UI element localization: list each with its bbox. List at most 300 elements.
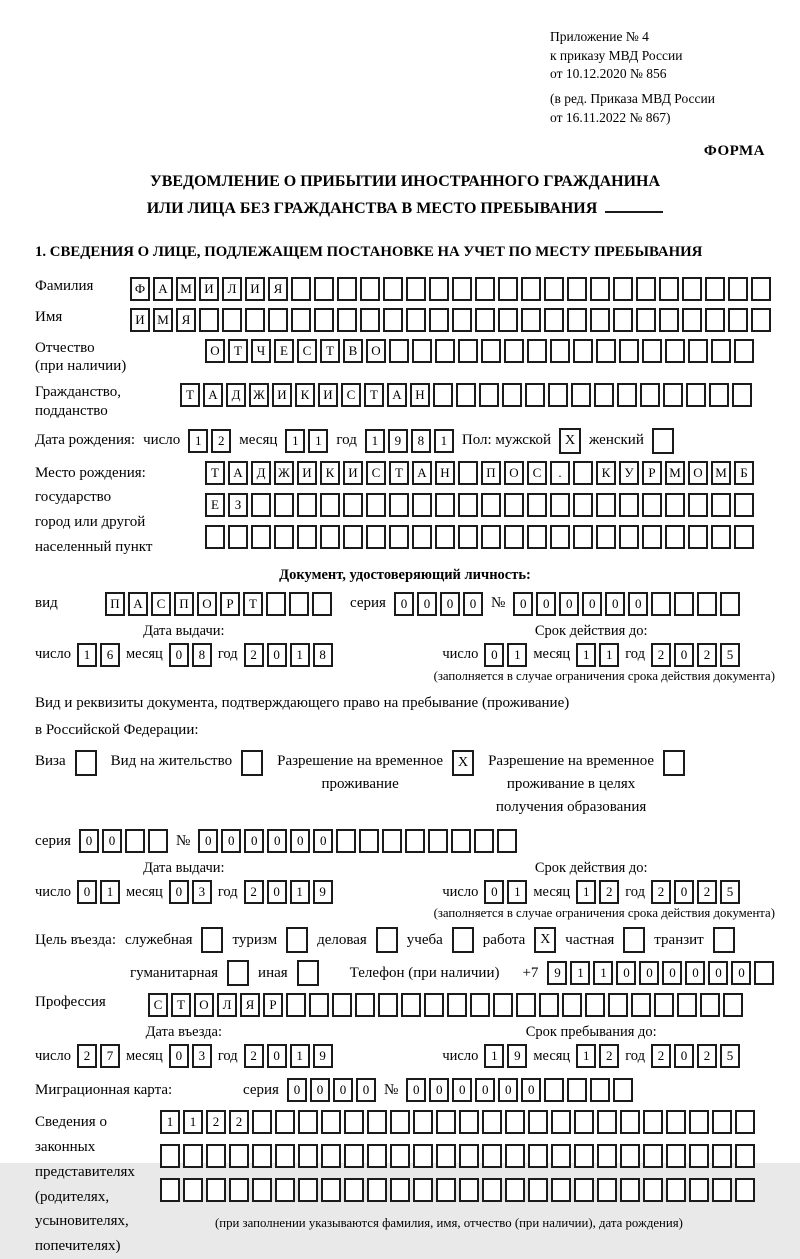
- char-box[interactable]: [482, 1110, 502, 1134]
- char-box[interactable]: [640, 383, 660, 407]
- char-box[interactable]: [528, 1144, 548, 1168]
- char-box[interactable]: 2: [244, 880, 264, 904]
- char-box[interactable]: 3: [192, 880, 212, 904]
- char-box[interactable]: 9: [507, 1044, 527, 1068]
- char-box[interactable]: [355, 993, 375, 1017]
- char-box[interactable]: 2: [697, 1044, 717, 1068]
- char-box[interactable]: И: [245, 277, 265, 301]
- char-box[interactable]: С: [366, 461, 386, 485]
- char-box[interactable]: [651, 592, 671, 616]
- char-box[interactable]: [751, 277, 771, 301]
- char-box[interactable]: [712, 1178, 732, 1202]
- char-box[interactable]: 8: [192, 643, 212, 667]
- char-box[interactable]: К: [320, 461, 340, 485]
- char-box[interactable]: [665, 493, 685, 517]
- char-box[interactable]: 0: [521, 1078, 541, 1102]
- char-box[interactable]: [613, 308, 633, 332]
- char-box[interactable]: 1: [576, 643, 596, 667]
- char-box[interactable]: [367, 1144, 387, 1168]
- char-box[interactable]: [378, 993, 398, 1017]
- char-box[interactable]: 0: [475, 1078, 495, 1102]
- char-box[interactable]: [251, 493, 271, 517]
- char-box[interactable]: [497, 829, 517, 853]
- char-box[interactable]: [297, 493, 317, 517]
- char-box[interactable]: С: [527, 461, 547, 485]
- char-box[interactable]: [298, 1144, 318, 1168]
- char-box[interactable]: [505, 1178, 525, 1202]
- char-box[interactable]: И: [130, 308, 150, 332]
- char-box[interactable]: [289, 592, 309, 616]
- char-box[interactable]: [590, 277, 610, 301]
- char-box[interactable]: [229, 1144, 249, 1168]
- char-box[interactable]: [481, 493, 501, 517]
- char-box[interactable]: [735, 1144, 755, 1168]
- char-box[interactable]: Ф: [130, 277, 150, 301]
- char-box[interactable]: 0: [267, 1044, 287, 1068]
- char-box[interactable]: Ж: [274, 461, 294, 485]
- char-box[interactable]: [401, 993, 421, 1017]
- char-box[interactable]: 2: [599, 1044, 619, 1068]
- char-box[interactable]: [505, 1110, 525, 1134]
- char-box[interactable]: 0: [333, 1078, 353, 1102]
- char-box[interactable]: 5: [720, 1044, 740, 1068]
- char-box[interactable]: [663, 750, 685, 776]
- char-box[interactable]: [206, 1144, 226, 1168]
- char-box[interactable]: К: [295, 383, 315, 407]
- char-box[interactable]: [429, 277, 449, 301]
- char-box[interactable]: З: [228, 493, 248, 517]
- char-box[interactable]: 9: [313, 880, 333, 904]
- char-box[interactable]: [574, 1110, 594, 1134]
- char-box[interactable]: 0: [244, 829, 264, 853]
- char-box[interactable]: 2: [244, 1044, 264, 1068]
- char-box[interactable]: [199, 308, 219, 332]
- char-box[interactable]: [201, 927, 223, 953]
- char-box[interactable]: [337, 308, 357, 332]
- char-box[interactable]: [686, 383, 706, 407]
- char-box[interactable]: [574, 1178, 594, 1202]
- char-box[interactable]: [428, 829, 448, 853]
- char-box[interactable]: 0: [169, 643, 189, 667]
- char-box[interactable]: X: [452, 750, 474, 776]
- char-box[interactable]: [412, 339, 432, 363]
- char-box[interactable]: 2: [599, 880, 619, 904]
- char-box[interactable]: И: [272, 383, 292, 407]
- char-box[interactable]: X: [534, 927, 556, 953]
- char-box[interactable]: [252, 1144, 272, 1168]
- char-box[interactable]: М: [665, 461, 685, 485]
- char-box[interactable]: [666, 1178, 686, 1202]
- char-box[interactable]: И: [318, 383, 338, 407]
- char-box[interactable]: [206, 1178, 226, 1202]
- char-box[interactable]: [544, 1078, 564, 1102]
- char-box[interactable]: [298, 1110, 318, 1134]
- char-box[interactable]: П: [481, 461, 501, 485]
- char-box[interactable]: М: [153, 308, 173, 332]
- char-box[interactable]: [567, 308, 587, 332]
- char-box[interactable]: А: [387, 383, 407, 407]
- char-box[interactable]: Я: [268, 277, 288, 301]
- char-box[interactable]: [252, 1178, 272, 1202]
- char-box[interactable]: [528, 1110, 548, 1134]
- char-box[interactable]: А: [128, 592, 148, 616]
- char-box[interactable]: [274, 525, 294, 549]
- char-box[interactable]: [458, 461, 478, 485]
- char-box[interactable]: 8: [313, 643, 333, 667]
- char-box[interactable]: [75, 750, 97, 776]
- char-box[interactable]: 1: [290, 1044, 310, 1068]
- char-box[interactable]: 1: [576, 1044, 596, 1068]
- char-box[interactable]: [613, 1078, 633, 1102]
- char-box[interactable]: 0: [310, 1078, 330, 1102]
- char-box[interactable]: [359, 829, 379, 853]
- char-box[interactable]: 0: [429, 1078, 449, 1102]
- char-box[interactable]: 0: [440, 592, 460, 616]
- char-box[interactable]: 2: [206, 1110, 226, 1134]
- char-box[interactable]: [376, 927, 398, 953]
- char-box[interactable]: [405, 829, 425, 853]
- char-box[interactable]: [312, 592, 332, 616]
- char-box[interactable]: 0: [674, 1044, 694, 1068]
- char-box[interactable]: [389, 339, 409, 363]
- char-box[interactable]: Ж: [249, 383, 269, 407]
- char-box[interactable]: 0: [484, 880, 504, 904]
- char-box[interactable]: [360, 277, 380, 301]
- char-box[interactable]: 0: [169, 1044, 189, 1068]
- char-box[interactable]: И: [199, 277, 219, 301]
- char-box[interactable]: 1: [285, 429, 305, 453]
- char-box[interactable]: [652, 428, 674, 454]
- char-box[interactable]: [344, 1178, 364, 1202]
- char-box[interactable]: [573, 525, 593, 549]
- char-box[interactable]: 2: [211, 429, 231, 453]
- char-box[interactable]: 2: [697, 643, 717, 667]
- char-box[interactable]: [642, 339, 662, 363]
- char-box[interactable]: [700, 993, 720, 1017]
- char-box[interactable]: [320, 525, 340, 549]
- char-box[interactable]: В: [343, 339, 363, 363]
- char-box[interactable]: [148, 829, 168, 853]
- char-box[interactable]: [321, 1144, 341, 1168]
- char-box[interactable]: 0: [674, 880, 694, 904]
- char-box[interactable]: [709, 383, 729, 407]
- char-box[interactable]: [297, 960, 319, 986]
- char-box[interactable]: [413, 1178, 433, 1202]
- char-box[interactable]: [689, 1110, 709, 1134]
- char-box[interactable]: Т: [243, 592, 263, 616]
- char-box[interactable]: 1: [570, 961, 590, 985]
- char-box[interactable]: Т: [205, 461, 225, 485]
- char-box[interactable]: [229, 1178, 249, 1202]
- char-box[interactable]: [636, 308, 656, 332]
- char-box[interactable]: А: [153, 277, 173, 301]
- char-box[interactable]: [754, 961, 774, 985]
- char-box[interactable]: 0: [394, 592, 414, 616]
- char-box[interactable]: 9: [547, 961, 567, 985]
- char-box[interactable]: [390, 1110, 410, 1134]
- char-box[interactable]: [389, 493, 409, 517]
- char-box[interactable]: 0: [498, 1078, 518, 1102]
- char-box[interactable]: [252, 1110, 272, 1134]
- char-box[interactable]: [751, 308, 771, 332]
- char-box[interactable]: П: [105, 592, 125, 616]
- char-box[interactable]: [659, 277, 679, 301]
- char-box[interactable]: 3: [192, 1044, 212, 1068]
- char-box[interactable]: [674, 592, 694, 616]
- char-box[interactable]: 0: [77, 880, 97, 904]
- char-box[interactable]: [688, 493, 708, 517]
- char-box[interactable]: [623, 927, 645, 953]
- char-box[interactable]: [222, 308, 242, 332]
- char-box[interactable]: 2: [651, 880, 671, 904]
- char-box[interactable]: [344, 1110, 364, 1134]
- char-box[interactable]: [573, 339, 593, 363]
- char-box[interactable]: [682, 308, 702, 332]
- char-box[interactable]: [527, 525, 547, 549]
- char-box[interactable]: [268, 308, 288, 332]
- char-box[interactable]: 0: [267, 643, 287, 667]
- char-box[interactable]: Т: [171, 993, 191, 1017]
- char-box[interactable]: [436, 1144, 456, 1168]
- char-box[interactable]: [527, 493, 547, 517]
- char-box[interactable]: [594, 383, 614, 407]
- char-box[interactable]: 1: [365, 429, 385, 453]
- char-box[interactable]: [688, 525, 708, 549]
- char-box[interactable]: [321, 1110, 341, 1134]
- char-box[interactable]: [314, 277, 334, 301]
- char-box[interactable]: [413, 1110, 433, 1134]
- char-box[interactable]: О: [197, 592, 217, 616]
- char-box[interactable]: Т: [180, 383, 200, 407]
- char-box[interactable]: 0: [406, 1078, 426, 1102]
- char-box[interactable]: [504, 525, 524, 549]
- char-box[interactable]: Я: [240, 993, 260, 1017]
- char-box[interactable]: 2: [244, 643, 264, 667]
- char-box[interactable]: [620, 1144, 640, 1168]
- char-box[interactable]: [205, 525, 225, 549]
- char-box[interactable]: 6: [100, 643, 120, 667]
- char-box[interactable]: [636, 277, 656, 301]
- char-box[interactable]: Л: [217, 993, 237, 1017]
- char-box[interactable]: И: [297, 461, 317, 485]
- char-box[interactable]: [550, 339, 570, 363]
- char-box[interactable]: 0: [536, 592, 556, 616]
- char-box[interactable]: А: [412, 461, 432, 485]
- char-box[interactable]: [366, 493, 386, 517]
- char-box[interactable]: [550, 493, 570, 517]
- char-box[interactable]: [412, 493, 432, 517]
- char-box[interactable]: [631, 993, 651, 1017]
- char-box[interactable]: [436, 1110, 456, 1134]
- char-box[interactable]: П: [174, 592, 194, 616]
- char-box[interactable]: [735, 1110, 755, 1134]
- char-box[interactable]: [291, 308, 311, 332]
- char-box[interactable]: [548, 383, 568, 407]
- char-box[interactable]: [266, 592, 286, 616]
- char-box[interactable]: [551, 1144, 571, 1168]
- char-box[interactable]: .: [550, 461, 570, 485]
- char-box[interactable]: 0: [605, 592, 625, 616]
- char-box[interactable]: 1: [576, 880, 596, 904]
- char-box[interactable]: [617, 383, 637, 407]
- char-box[interactable]: [590, 1078, 610, 1102]
- char-box[interactable]: [458, 493, 478, 517]
- char-box[interactable]: [527, 339, 547, 363]
- char-box[interactable]: [367, 1110, 387, 1134]
- char-box[interactable]: [643, 1110, 663, 1134]
- char-box[interactable]: 0: [221, 829, 241, 853]
- char-box[interactable]: [643, 1144, 663, 1168]
- char-box[interactable]: 0: [582, 592, 602, 616]
- char-box[interactable]: 0: [463, 592, 483, 616]
- char-box[interactable]: [320, 493, 340, 517]
- char-box[interactable]: [160, 1178, 180, 1202]
- char-box[interactable]: [619, 525, 639, 549]
- char-box[interactable]: X: [559, 428, 581, 454]
- char-box[interactable]: [389, 525, 409, 549]
- char-box[interactable]: [642, 493, 662, 517]
- char-box[interactable]: [297, 525, 317, 549]
- char-box[interactable]: [562, 993, 582, 1017]
- char-box[interactable]: 9: [388, 429, 408, 453]
- char-box[interactable]: 5: [720, 880, 740, 904]
- char-box[interactable]: [482, 1178, 502, 1202]
- char-box[interactable]: О: [504, 461, 524, 485]
- char-box[interactable]: [493, 993, 513, 1017]
- char-box[interactable]: [613, 277, 633, 301]
- char-box[interactable]: 2: [651, 643, 671, 667]
- char-box[interactable]: 0: [452, 1078, 472, 1102]
- char-box[interactable]: [475, 308, 495, 332]
- char-box[interactable]: 1: [507, 880, 527, 904]
- char-box[interactable]: 2: [229, 1110, 249, 1134]
- char-box[interactable]: 1: [484, 1044, 504, 1068]
- char-box[interactable]: 2: [651, 1044, 671, 1068]
- char-box[interactable]: [728, 308, 748, 332]
- char-box[interactable]: [734, 339, 754, 363]
- char-box[interactable]: 0: [674, 643, 694, 667]
- char-box[interactable]: 1: [593, 961, 613, 985]
- char-box[interactable]: [666, 1144, 686, 1168]
- char-box[interactable]: Я: [176, 308, 196, 332]
- char-box[interactable]: 0: [267, 880, 287, 904]
- char-box[interactable]: О: [366, 339, 386, 363]
- char-box[interactable]: Е: [205, 493, 225, 517]
- char-box[interactable]: [723, 993, 743, 1017]
- char-box[interactable]: [183, 1144, 203, 1168]
- char-box[interactable]: [390, 1178, 410, 1202]
- char-box[interactable]: 0: [198, 829, 218, 853]
- char-box[interactable]: Р: [220, 592, 240, 616]
- char-box[interactable]: 9: [313, 1044, 333, 1068]
- char-box[interactable]: О: [688, 461, 708, 485]
- char-box[interactable]: [474, 829, 494, 853]
- char-box[interactable]: [343, 525, 363, 549]
- char-box[interactable]: [711, 525, 731, 549]
- char-box[interactable]: [619, 339, 639, 363]
- char-box[interactable]: [406, 308, 426, 332]
- char-box[interactable]: [286, 927, 308, 953]
- char-box[interactable]: [596, 525, 616, 549]
- char-box[interactable]: [665, 339, 685, 363]
- char-box[interactable]: 0: [731, 961, 751, 985]
- char-box[interactable]: 0: [79, 829, 99, 853]
- char-box[interactable]: [573, 461, 593, 485]
- char-box[interactable]: [227, 960, 249, 986]
- char-box[interactable]: [504, 339, 524, 363]
- char-box[interactable]: Б: [734, 461, 754, 485]
- char-box[interactable]: [447, 993, 467, 1017]
- char-box[interactable]: [459, 1110, 479, 1134]
- char-box[interactable]: [274, 493, 294, 517]
- char-box[interactable]: С: [151, 592, 171, 616]
- char-box[interactable]: [343, 493, 363, 517]
- char-box[interactable]: [309, 993, 329, 1017]
- char-box[interactable]: 0: [169, 880, 189, 904]
- char-box[interactable]: [429, 308, 449, 332]
- char-box[interactable]: [458, 339, 478, 363]
- char-box[interactable]: А: [228, 461, 248, 485]
- char-box[interactable]: 0: [313, 829, 333, 853]
- char-box[interactable]: [479, 383, 499, 407]
- char-box[interactable]: 1: [290, 643, 310, 667]
- char-box[interactable]: [435, 525, 455, 549]
- char-box[interactable]: [528, 1178, 548, 1202]
- char-box[interactable]: [332, 993, 352, 1017]
- char-box[interactable]: [597, 1144, 617, 1168]
- char-box[interactable]: [590, 308, 610, 332]
- char-box[interactable]: [677, 993, 697, 1017]
- char-box[interactable]: [712, 1110, 732, 1134]
- char-box[interactable]: 1: [507, 643, 527, 667]
- char-box[interactable]: [436, 1178, 456, 1202]
- char-box[interactable]: [481, 525, 501, 549]
- char-box[interactable]: [544, 277, 564, 301]
- char-box[interactable]: Ч: [251, 339, 271, 363]
- char-box[interactable]: [286, 993, 306, 1017]
- char-box[interactable]: [458, 525, 478, 549]
- char-box[interactable]: Т: [320, 339, 340, 363]
- char-box[interactable]: [383, 308, 403, 332]
- char-box[interactable]: О: [205, 339, 225, 363]
- char-box[interactable]: [383, 277, 403, 301]
- char-box[interactable]: [452, 927, 474, 953]
- char-box[interactable]: 1: [188, 429, 208, 453]
- char-box[interactable]: [619, 493, 639, 517]
- char-box[interactable]: [291, 277, 311, 301]
- char-box[interactable]: [544, 308, 564, 332]
- char-box[interactable]: 0: [628, 592, 648, 616]
- char-box[interactable]: 0: [662, 961, 682, 985]
- char-box[interactable]: [459, 1178, 479, 1202]
- char-box[interactable]: [711, 493, 731, 517]
- char-box[interactable]: 0: [513, 592, 533, 616]
- char-box[interactable]: [551, 1178, 571, 1202]
- char-box[interactable]: 0: [559, 592, 579, 616]
- char-box[interactable]: [424, 993, 444, 1017]
- char-box[interactable]: [251, 525, 271, 549]
- char-box[interactable]: [550, 525, 570, 549]
- char-box[interactable]: [275, 1144, 295, 1168]
- char-box[interactable]: [498, 277, 518, 301]
- char-box[interactable]: [321, 1178, 341, 1202]
- char-box[interactable]: Р: [642, 461, 662, 485]
- char-box[interactable]: [459, 1144, 479, 1168]
- char-box[interactable]: Е: [274, 339, 294, 363]
- char-box[interactable]: [452, 277, 472, 301]
- char-box[interactable]: 5: [720, 643, 740, 667]
- char-box[interactable]: [705, 308, 725, 332]
